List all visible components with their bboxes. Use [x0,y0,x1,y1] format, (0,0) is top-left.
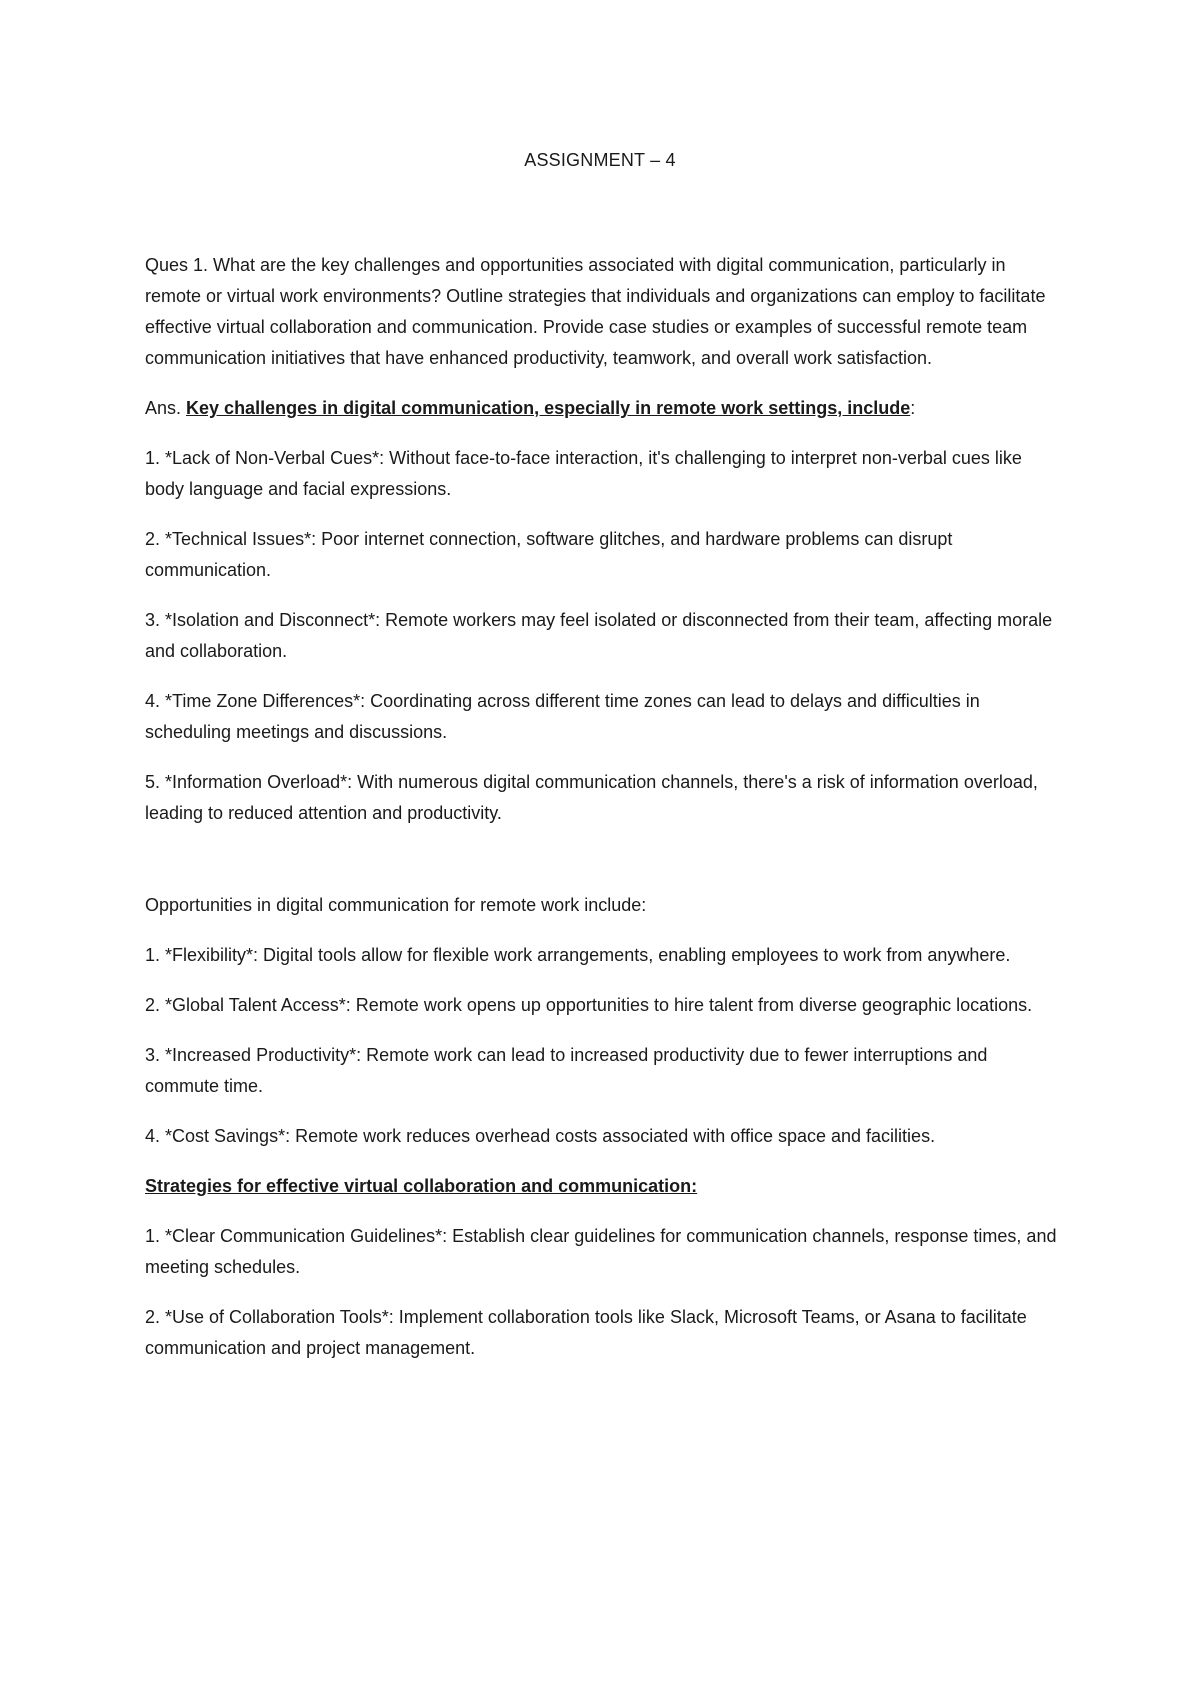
challenge-item-3: 3. *Isolation and Disconnect*: Remote workers may feel isolated or disconnected from their team, affecting morale and collaboration. [145,610,1053,661]
challenge-item-4: 4. *Time Zone Differences*: Coordinating across different time zones can lead to delays and difficulties in scheduling meetings and discussions. [145,691,980,742]
document-title: ASSIGNMENT – 4 [524,150,676,170]
strategy-item-2: 2. *Use of Collaboration Tools*: Implement collaboration tools like Slack, Microsoft Teams, or Asana to facilitate communication and project management. [145,1307,1027,1358]
question-paragraph: Ques 1. What are the key challenges and opportunities associated with digital communication, particularly in remote or virtual work environments? Outline strategies that individuals and organizations can employ to facilitate effective virtual collaboration and communication. Provide case studies or examples of successful remote team communication initiatives that have enhanced productivity, teamwork, and overall work satisfaction. [145,255,1046,368]
strategies-heading: Strategies for effective virtual collaboration and communication: [145,1176,698,1196]
opportunity-item-3: 3. *Increased Productivity*: Remote work can lead to increased productivity due to fewer interruptions and commute time. [145,1045,988,1096]
strategy-item-1: 1. *Clear Communication Guidelines*: Establish clear guidelines for communication channels, response times, and meeting schedules. [145,1226,1057,1277]
answer-heading [145,393,1065,424]
opportunities-heading: Opportunities in digital communication for remote work include: [145,895,647,915]
document-body [145,250,1065,1383]
challenge-item-2: 2. *Technical Issues*: Poor internet connection, software glitches, and hardware problems can disrupt communication. [145,529,953,580]
section-spacer [145,848,1065,890]
challenge-item-5: 5. *Information Overload*: With numerous digital communication channels, there's a risk of information overload, leading to reduced attention and productivity. [145,772,1038,823]
challenges-heading: Key challenges in digital communication, especially in remote work settings, include [186,398,911,418]
opportunity-item-1: 1. *Flexibility*: Digital tools allow for flexible work arrangements, enabling employees to work from anywhere. [145,945,1011,965]
challenge-item-1: 1. *Lack of Non-Verbal Cues*: Without face-to-face interaction, it's challenging to interpret non-verbal cues like body language and facial expressions. [145,448,1022,499]
answer-suffix: : [910,398,916,418]
answer-prefix: Ans. [145,398,187,418]
strategies-heading-paragraph [145,1171,1065,1202]
opportunity-item-2: 2. *Global Talent Access*: Remote work opens up opportunities to hire talent from diverse geographic locations. [145,995,1033,1015]
opportunity-item-4: 4. *Cost Savings*: Remote work reduces overhead costs associated with office space and facilities. [145,1126,936,1146]
